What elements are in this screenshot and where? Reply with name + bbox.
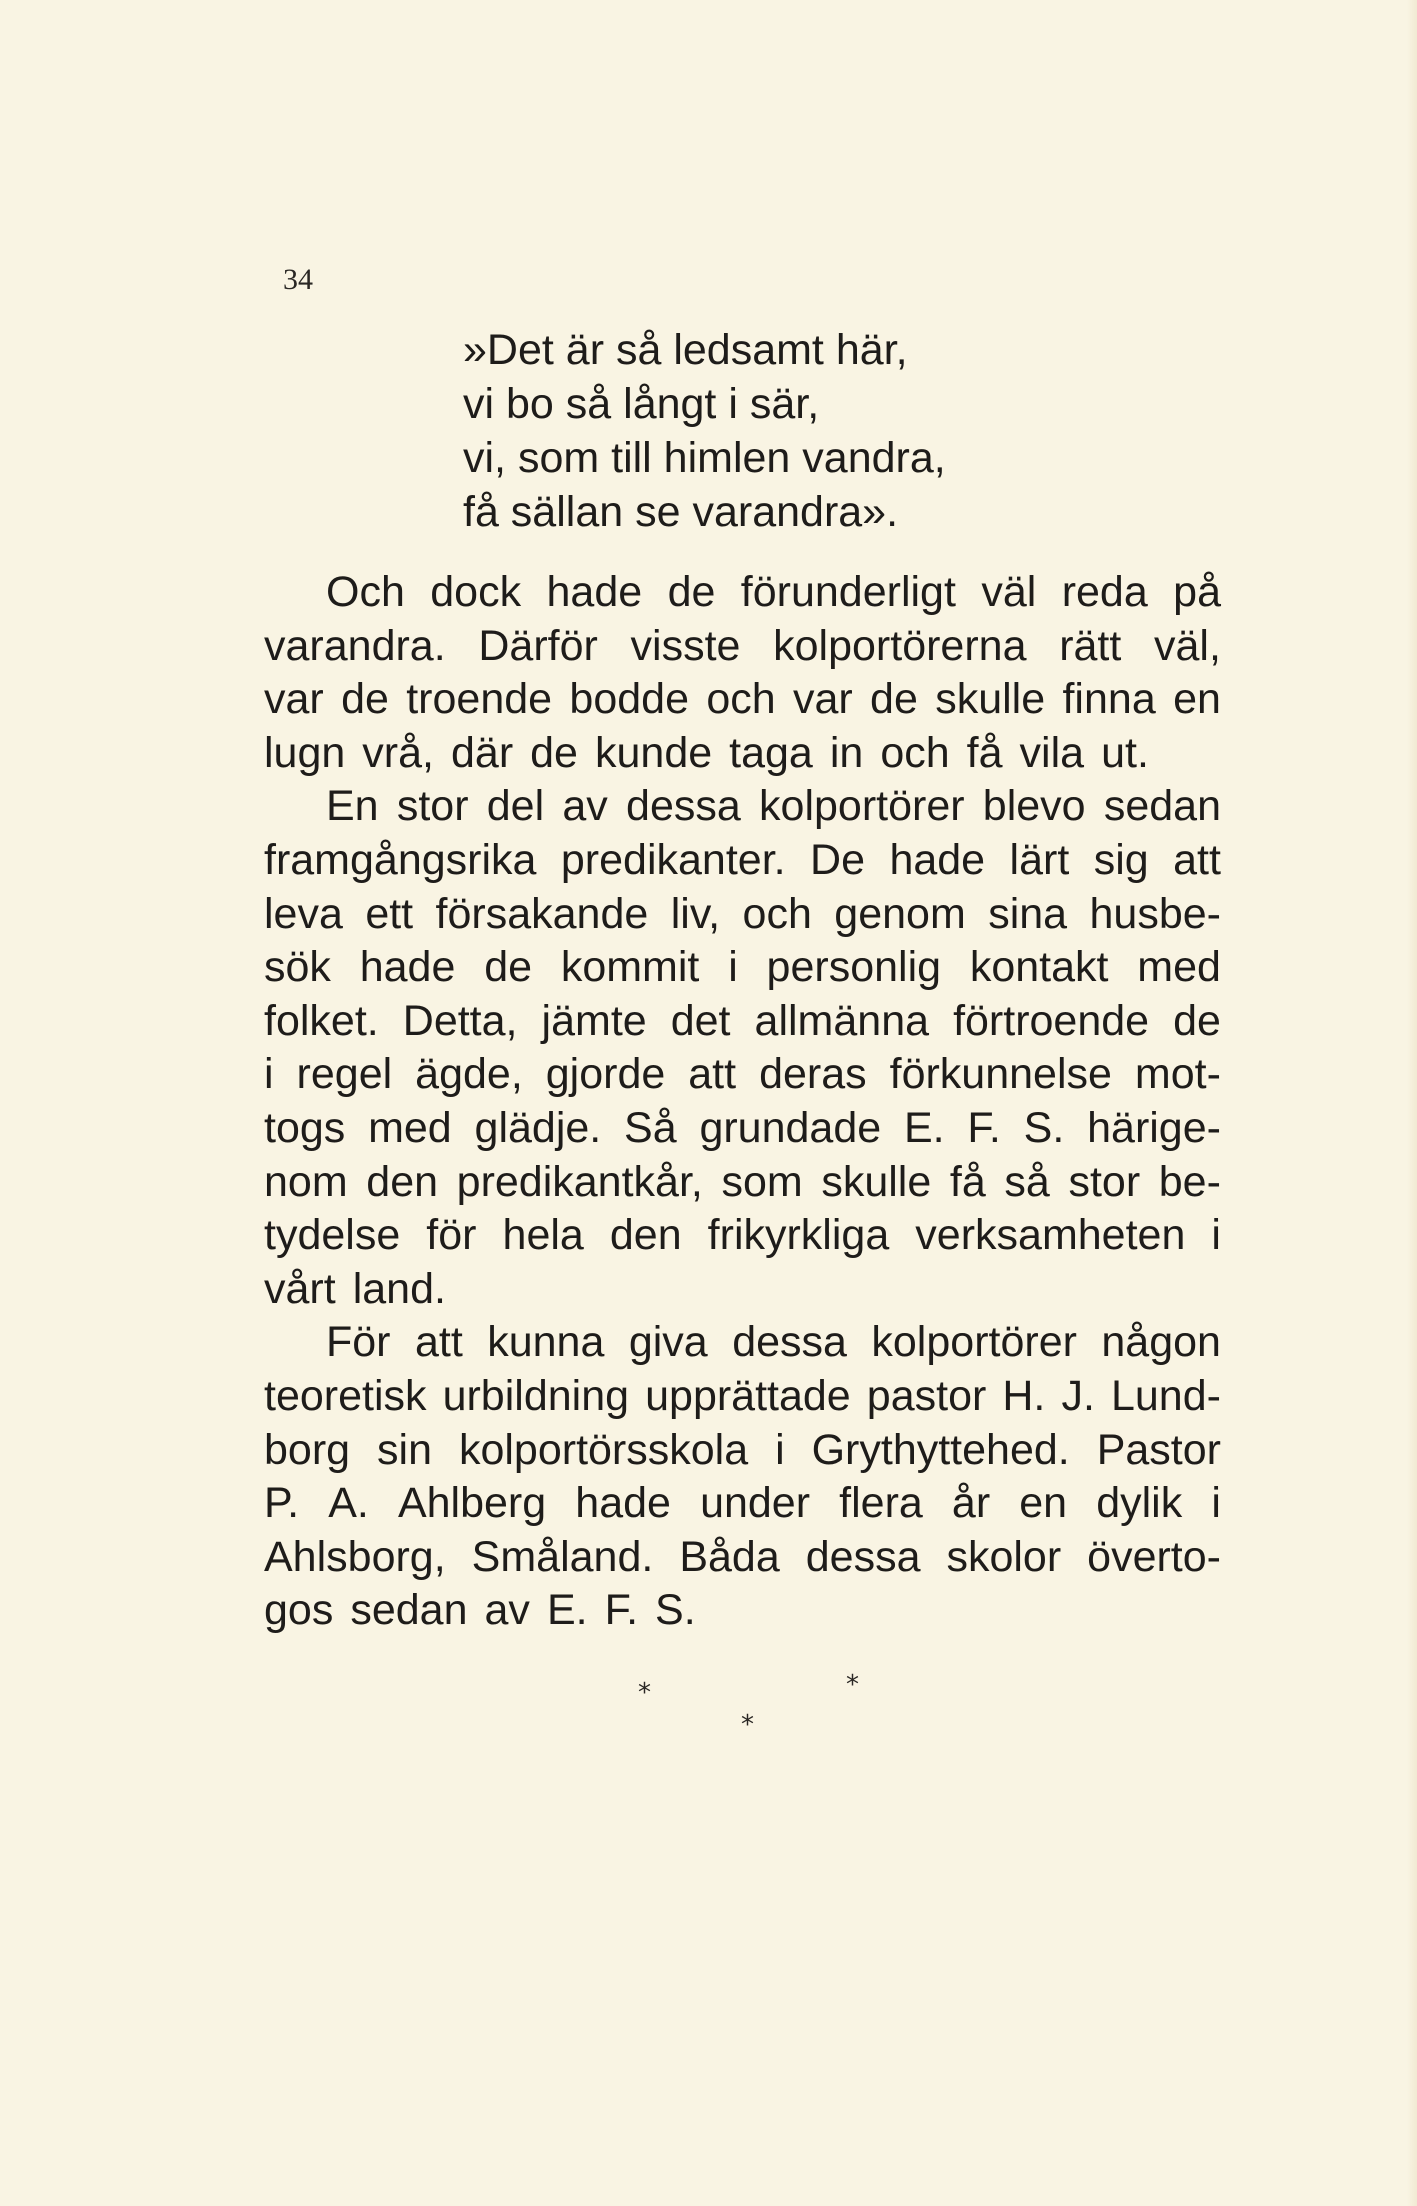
text-line: varandra. Därför visste kolportörerna rätt väl, [264, 621, 1221, 670]
text-line: sök hade de kommit i personlig kontakt med [264, 943, 1221, 992]
text-line: leva ett försakande liv, och genom sina husbe- [264, 889, 1221, 938]
paragraph [264, 780, 1221, 1316]
text-line: lugn vrå, där de kunde taga in och få vila ut. [264, 728, 1149, 777]
text-line: vårt land. [264, 1264, 446, 1313]
text-line: P. A. Ahlberg hade under flera år en dylik i [264, 1479, 1221, 1528]
verse-line: »Det är så ledsamt här, [463, 326, 908, 374]
text-line: i regel ägde, gjorde att deras förkunnelse mot- [264, 1050, 1221, 1099]
verse-line: få sällan se varandra». [463, 488, 899, 536]
paragraph [264, 1316, 1221, 1638]
asterism-star: * [741, 1710, 754, 1740]
text-line: folket. Detta, jämte det allmänna förtroende de [264, 996, 1221, 1045]
text-line: Ahlsborg, Småland. Båda dessa skolor överto- [264, 1532, 1221, 1581]
verse-line: vi, som till himlen vandra, [463, 434, 946, 482]
text-line: teoretisk urbildning upprättade pastor H. J. Lund- [264, 1371, 1221, 1420]
page-edge [1407, 0, 1417, 2206]
text-line: togs med glädje. Så grundade E. F. S. härige- [264, 1103, 1221, 1152]
poem-verse [463, 323, 1023, 539]
asterism-star: * [846, 1670, 859, 1700]
text-line: Och dock hade de förunderligt väl reda på [326, 568, 1221, 616]
text-line: En stor del av dessa kolportörer blevo sedan [326, 782, 1221, 831]
text-line: borg sin kolportörsskola i Grythyttehed. Pastor [264, 1425, 1221, 1474]
text-line: För att kunna giva dessa kolportörer någon [326, 1318, 1221, 1367]
text-line: var de troende bodde och var de skulle finna en [264, 675, 1221, 724]
verse-line: vi bo så långt i sär, [463, 380, 820, 428]
page-number: 34 [283, 263, 313, 296]
body-text [264, 566, 1221, 1638]
text-line: nom den predikantkår, som skulle få så stor be- [264, 1157, 1221, 1206]
paragraph [264, 566, 1221, 780]
text-line: gos sedan av E. F. S. [264, 1586, 696, 1635]
text-line: tydelse för hela den frikyrkliga verksamheten i [264, 1211, 1221, 1260]
asterism-star: * [638, 1678, 651, 1708]
text-line: framgångsrika predikanter. De hade lärt sig att [264, 835, 1221, 884]
